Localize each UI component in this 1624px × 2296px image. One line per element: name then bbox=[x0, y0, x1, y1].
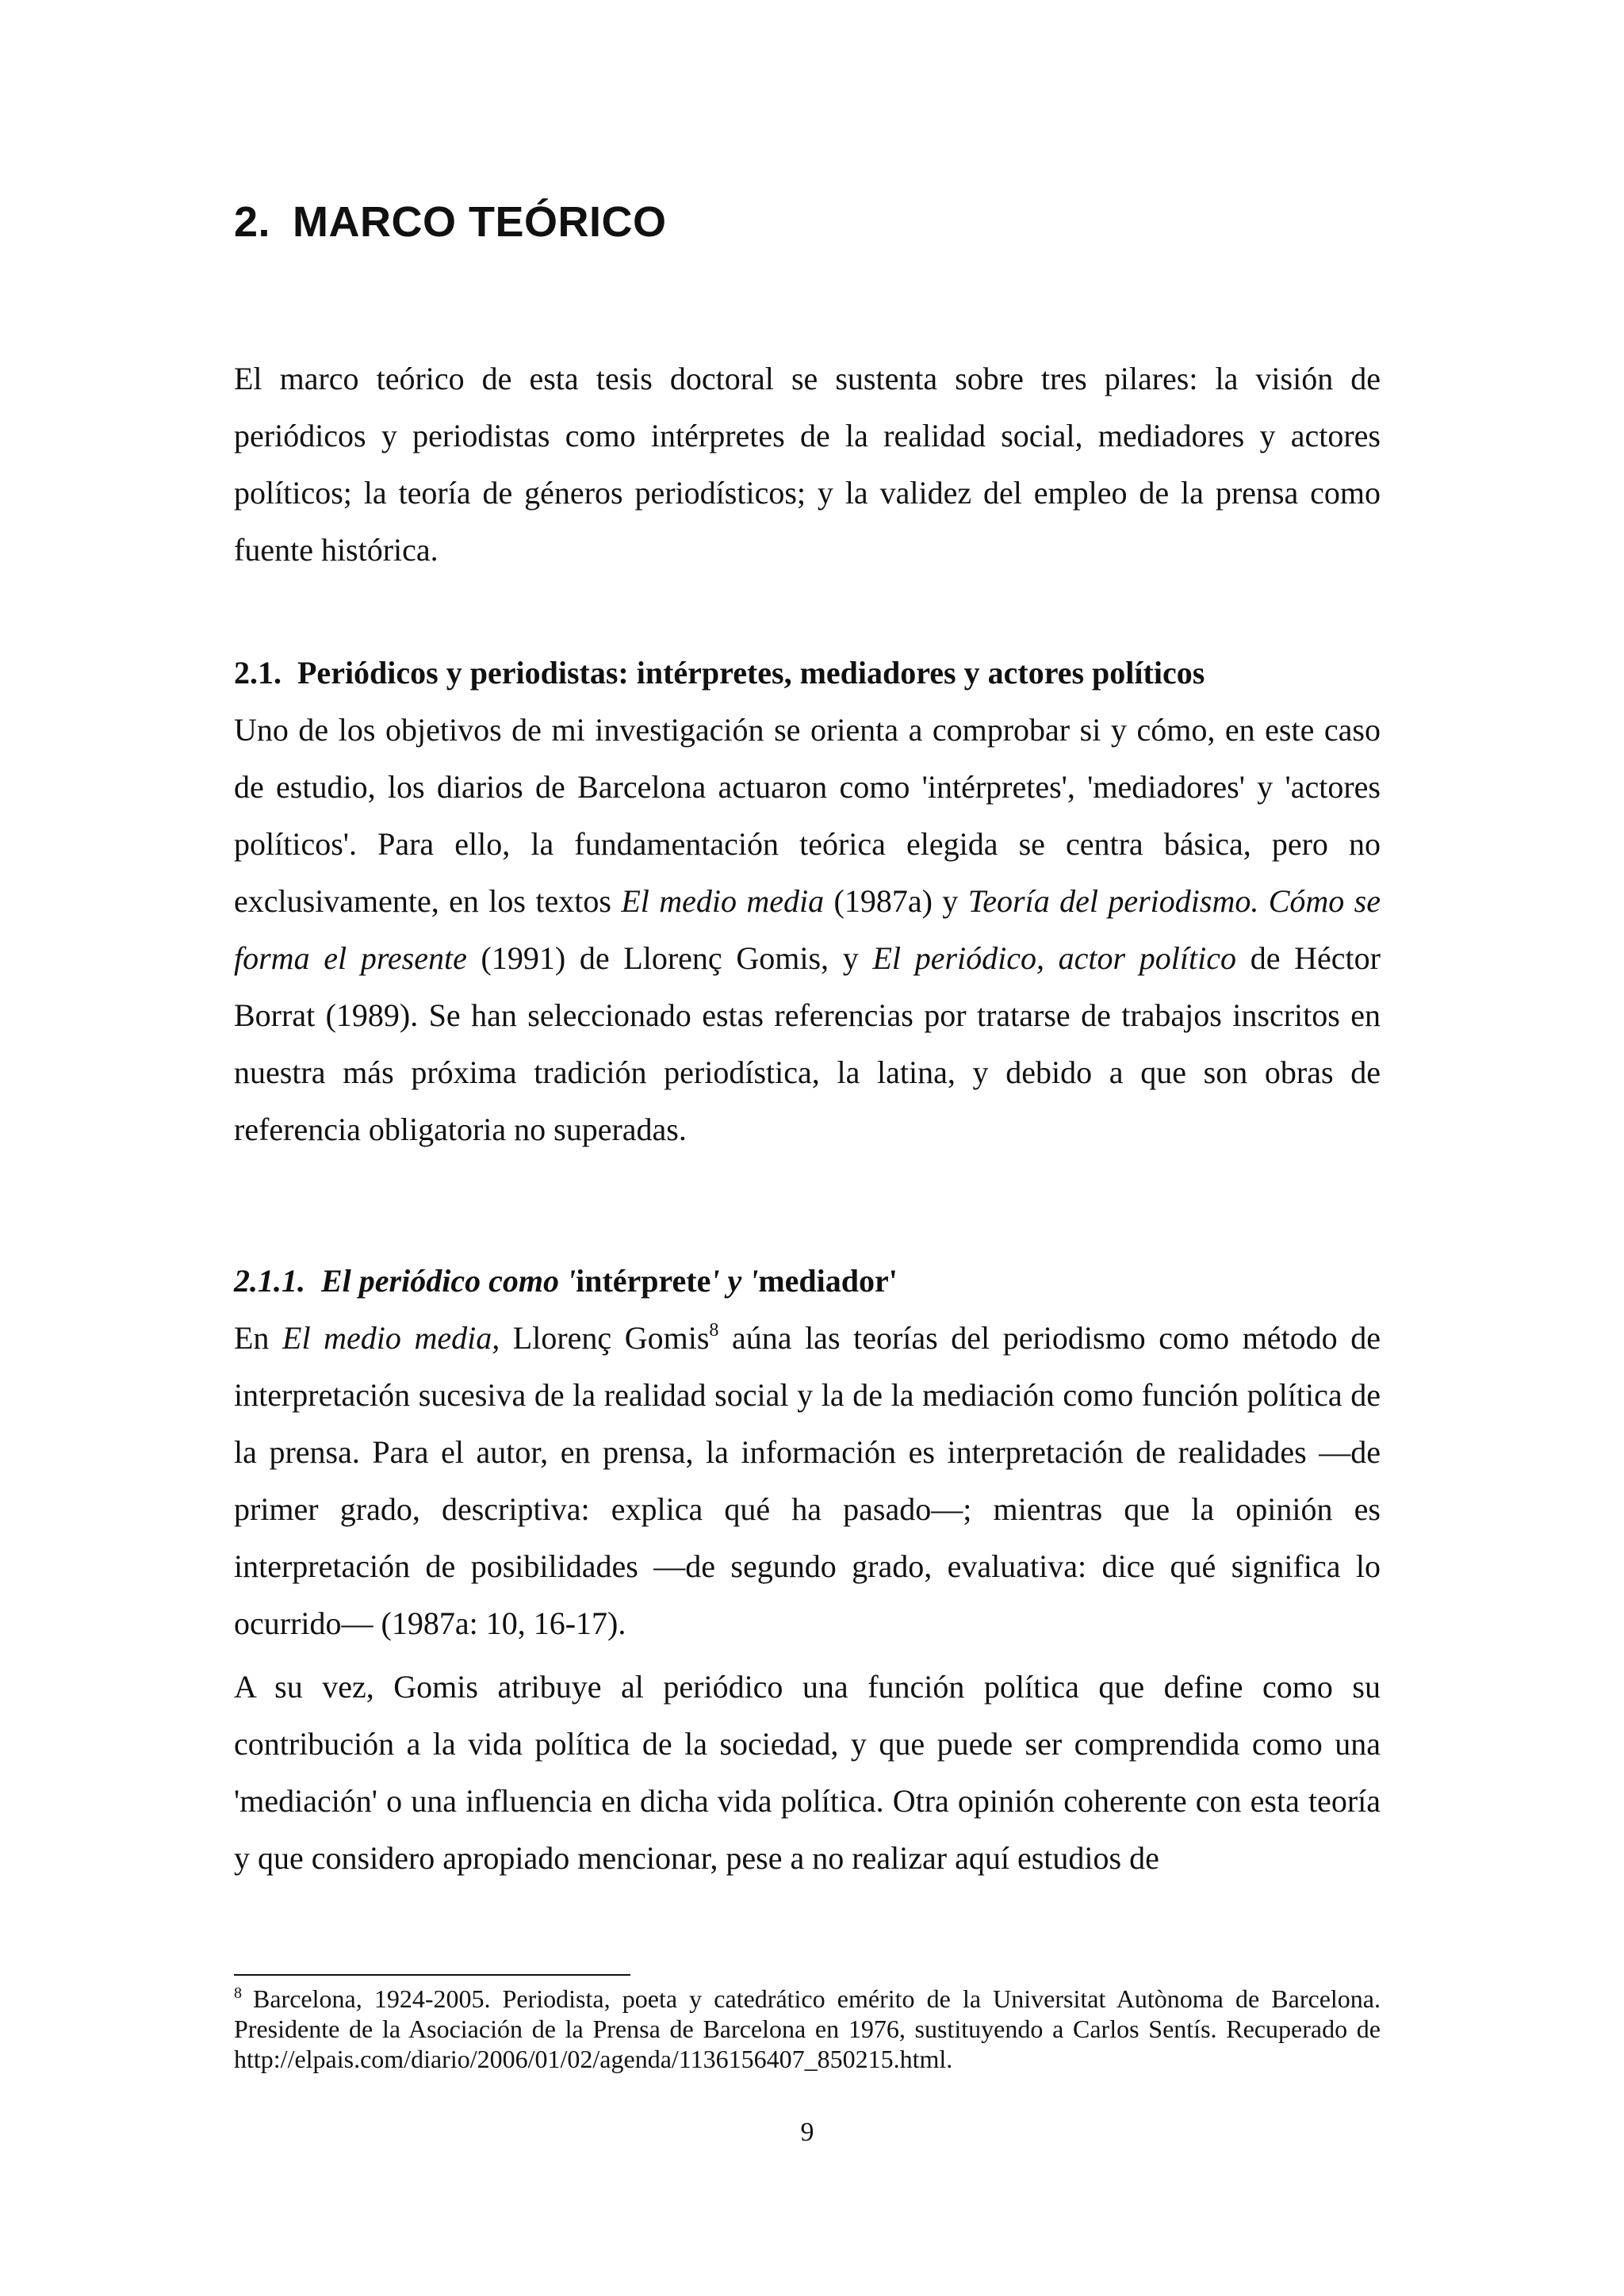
subsection-title-part: intérprete bbox=[576, 1263, 711, 1299]
book-title: Teoría del periodismo. Cómo se forma el presente bbox=[234, 883, 1381, 976]
text-run: En bbox=[234, 1320, 283, 1356]
section-heading bbox=[234, 645, 1381, 702]
book-title: El medio media bbox=[621, 883, 825, 919]
subsection-title-part: ' bbox=[888, 1263, 898, 1299]
subsection-number: 2.1.1. bbox=[234, 1263, 305, 1299]
subsection-paragraph bbox=[234, 1310, 1381, 1652]
subsection-paragraph: A su vez, Gomis atribuye al periódico una función política que define como su contribución a la vida política de la sociedad, y que puede ser comprendida como una 'mediación' o una influencia en dicha vida política. Otra opinión coherente con esta teoría y que considero apropiado mencionar, pese a no realizar aquí estudios de bbox=[234, 1669, 1381, 1876]
footnote bbox=[234, 1984, 1381, 2074]
page-number: 9 bbox=[800, 2118, 814, 2147]
chapter-title-text: MARCO TEÓRICO bbox=[293, 198, 667, 246]
text-run: (1987a) y bbox=[824, 883, 968, 919]
text-run: Llorenç Gomis bbox=[500, 1320, 710, 1356]
footnote-reference[interactable]: 8 bbox=[709, 1320, 719, 1341]
text-run: (1991) de Llorenç Gomis, y bbox=[466, 940, 873, 976]
section-2-1 bbox=[234, 645, 1381, 1158]
chapter-number: 2. bbox=[234, 198, 271, 246]
chapter-title bbox=[234, 197, 667, 247]
section-number: 2.1. bbox=[234, 655, 282, 691]
subsection-title-part: ' y ' bbox=[710, 1263, 759, 1299]
text-run: de Héctor Borrat (1989). Se han seleccionado estas referencias por tratarse de trabajos inscritos en nuestra más próxima tradición periodística, la latina, y debido a que son obras de referencia obligatoria no superadas. bbox=[234, 940, 1381, 1147]
section-title: Periódicos y periodistas: intérpretes, mediadores y actores políticos bbox=[297, 655, 1205, 691]
footnote-divider bbox=[234, 1974, 630, 1976]
intro-paragraph: El marco teórico de esta tesis doctoral se sustenta sobre tres pilares: la visión de periódicos y periodistas como intérpretes de la realidad social, mediadores y actores políticos; la teoría de géneros periodísticos; y la validez del empleo de la prensa como fuente histórica. bbox=[234, 361, 1381, 568]
subsection-title-part: mediador bbox=[758, 1263, 889, 1299]
book-title: El periódico, actor político bbox=[872, 940, 1237, 976]
footnote-number: 8 bbox=[234, 1984, 242, 2002]
text-run: aúna las teorías del periodismo como método de interpretación sucesiva de la realidad social y la de la mediación como función política de la prensa. Para el autor, en prensa, la información es interpretación de realidades —de primer grado, descriptiva: explica qué ha pasado—; mientras que la opinión es interpretación de posibilidades —de segundo grado, evaluativa: dice qué significa lo ocurrido— (1987a: 10, 16-17). bbox=[234, 1320, 1381, 1641]
text-run: Uno de los objetivos de mi investigación se orienta a comprobar si y cómo, en este caso de estudio, los diarios de Barcelona actuaron como 'intérpretes', 'mediadores' y 'actores políticos'. Para ello, la fundamentación teórica elegida se centra básica, pero no exclusivamente, en los textos bbox=[234, 712, 1381, 919]
section-2-1-1 bbox=[234, 1253, 1381, 1887]
document-page bbox=[234, 0, 1381, 2296]
intro-block bbox=[234, 350, 1381, 579]
subsection-heading bbox=[234, 1253, 1381, 1310]
book-title: El medio media, bbox=[282, 1320, 500, 1356]
footnote-text: Barcelona, 1924-2005. Periodista, poeta y catedrático emérito de la Universitat Autònoma de Barcelona. Presidente de la Asociación de la Prensa de Barcelona en 1976, sustituyendo a Carlos Sentís. Recuperado de http://elpais.com/diario/2006/01/02/agenda/1136156407_850215.html. bbox=[234, 1984, 1381, 2073]
subsection-title-part: El periódico como ' bbox=[321, 1263, 576, 1299]
section-paragraph bbox=[234, 702, 1381, 1158]
